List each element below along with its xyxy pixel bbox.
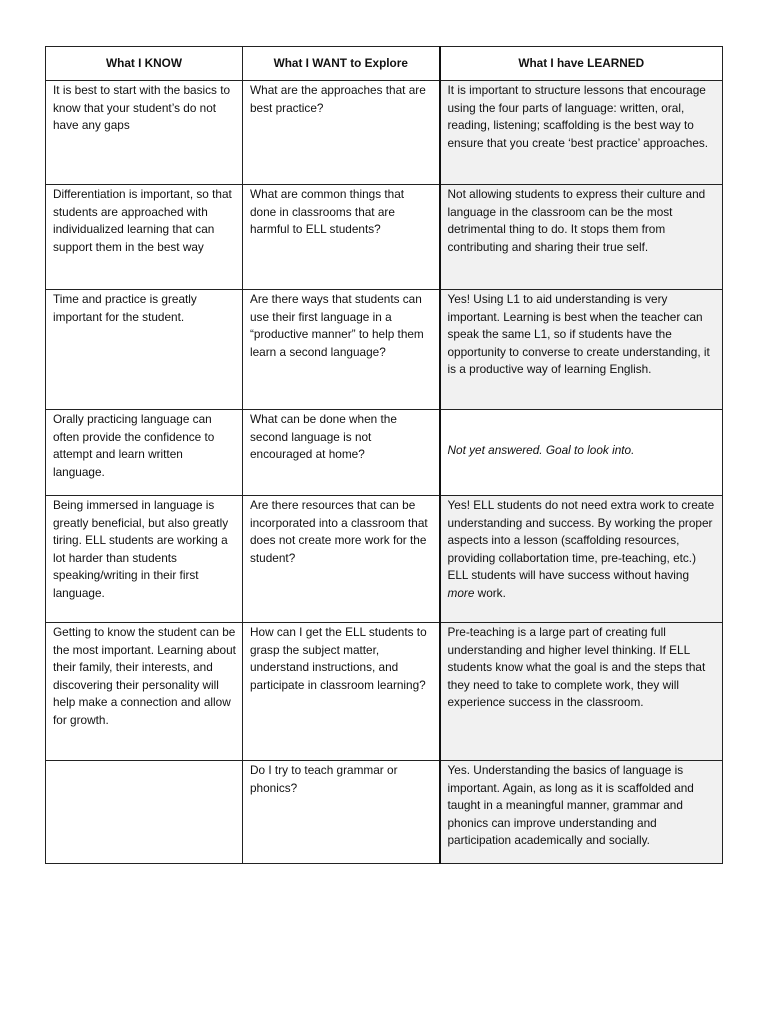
table-row	[46, 290, 723, 410]
know-cell: Being immersed in language is greatly beneficial, but also greatly tiring. ELL students are working a lot harder than students speaking/writing in their first language.	[46, 496, 243, 623]
table-row	[46, 410, 723, 496]
know-cell: Getting to know the student can be the most important. Learning about their family, their interests, and discovering their personality will help make a connection and allow for growth.	[46, 623, 243, 761]
want-cell: Do I try to teach grammar or phonics?	[243, 761, 440, 864]
want-cell: How can I get the ELL students to grasp the subject matter, understand instructions, and participate in classroom learning?	[243, 623, 440, 761]
know-cell: Time and practice is greatly important for the student.	[46, 290, 243, 410]
know-cell: Differentiation is important, so that students are approached with individualized learning that can support them in the best way	[46, 185, 243, 290]
kwl-chart-table	[45, 46, 723, 864]
want-cell: What are the approaches that are best practice?	[243, 81, 440, 185]
table-row	[46, 761, 723, 864]
learned-cell: It is important to structure lessons that encourage using the four parts of language: written, oral, reading, listening; scaffolding is the best way to ensure that you create ‘best practice’ approaches.	[440, 81, 723, 185]
learned-text-emphasis: more	[447, 585, 475, 600]
header-know: What I KNOW	[46, 47, 243, 81]
learned-cell: Yes. Understanding the basics of language is important. Again, as long as it is scaffolded and taught in a meaningful manner, grammar and phonics can improve understanding and participation academically and socially.	[440, 761, 723, 864]
header-learned: What I have LEARNED	[440, 47, 723, 81]
header-want: What I WANT to Explore	[243, 47, 440, 81]
learned-cell: Not allowing students to express their culture and language in the classroom can be the most detrimental thing to do. It stops them from contributing and sharing their true self.	[440, 185, 723, 290]
learned-cell: Yes! Using L1 to aid understanding is very important. Learning is best when the teacher can speak the same L1, so if students have the opportunity to converse to create understanding, it is a productive way of learning English.	[440, 290, 723, 410]
learned-cell	[440, 496, 723, 623]
want-cell: Are there resources that can be incorporated into a classroom that does not create more work for the student?	[243, 496, 440, 623]
want-cell: What can be done when the second language is not encouraged at home?	[243, 410, 440, 496]
table-row	[46, 623, 723, 761]
learned-cell: Pre-teaching is a large part of creating full understanding and higher level thinking. If ELL students know what the goal is and the steps that they need to take to complete work, they will experience success in the classroom.	[440, 623, 723, 761]
learned-text-start: Yes! ELL students do not need extra work to create understanding and success. By working the proper aspects into a lesson (scaffolding resources, providing collabortation time, pre-teaching, etc.) ELL students will have success without having	[447, 498, 715, 582]
know-cell: Orally practicing language can often provide the confidence to attempt and learn written language.	[46, 410, 243, 496]
learned-text-end: work.	[474, 585, 506, 600]
know-cell-empty	[46, 761, 243, 864]
want-cell: Are there ways that students can use their first language in a “productive manner” to help them learn a second language?	[243, 290, 440, 410]
learned-cell-pending: Not yet answered. Goal to look into.	[440, 410, 723, 496]
header-row	[46, 47, 723, 81]
want-cell: What are common things that done in classrooms that are harmful to ELL students?	[243, 185, 440, 290]
know-cell: It is best to start with the basics to know that your student’s do not have any gaps	[46, 81, 243, 185]
table-row	[46, 496, 723, 623]
table-row	[46, 185, 723, 290]
table-row	[46, 81, 723, 185]
